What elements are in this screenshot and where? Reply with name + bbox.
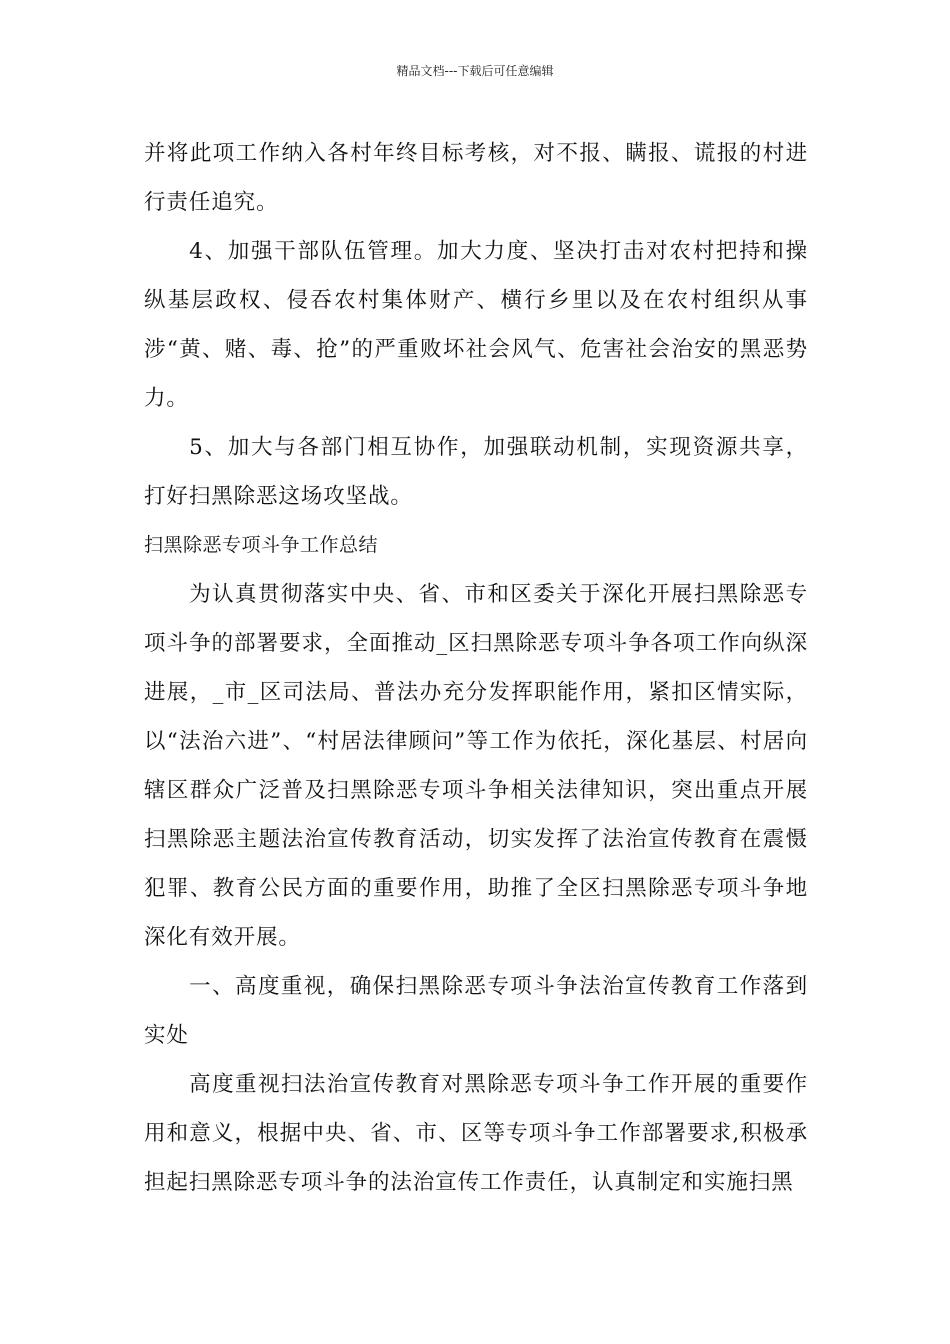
paragraph-intro: 为认真贯彻落实中央、省、市和区委关于深化开展扫黑除恶专项斗争的部署要求，全面推动_区扫黑除恶专项斗争各项工作向纵深进展，_市_区司法局、普法办充分发挥职能作用，紧扣区情实际，以“法治六进”、“村居法律顾问”等工作为依托，深化基层、村居向辖区群众广泛普及扫黑除恶专项斗争相关法律知识，突出重点开展扫黑除恶主题法治宣传教育活动，切实发挥了法治宣传教育在震慑犯罪、教育公民方面的重要作用，助推了全区扫黑除恶专项斗争地深化有效开展。: [144, 582, 808, 950]
section-title: 扫黑除恶专项斗争工作总结: [144, 534, 379, 556]
paragraph-item-4: 4、加强干部队伍管理。加大力度、坚决打击对农村把持和操纵基层政权、侵吞农村集体财产、横行乡里以及在农村组织从事涉“黄、赌、毒、抢”的严重败坏社会风气、危害社会治安的黑恶势力。: [144, 239, 808, 411]
document-body: [144, 129, 808, 1207]
page-header: 精品文档---下载后可任意编辑: [396, 64, 554, 78]
paragraph-item-5: 5、加大与各部门相互协作，加强联动机制，实现资源共享，打好扫黑除恶这场攻坚战。: [144, 435, 808, 509]
paragraph-body: 高度重视扫法治宣传教育对黑除恶专项斗争工作开展的重要作用和意义，根据中央、省、市、区等专项斗争工作部署要求,积极承担起扫黑除恶专项斗争的法治宣传工作责任，认真制定和实施扫黑: [144, 1072, 808, 1195]
subheading-one: 一、高度重视，确保扫黑除恶专项斗争法治宣传教育工作落到实处: [144, 974, 808, 1048]
paragraph-continuation: 并将此项工作纳入各村年终目标考核，对不报、瞒报、谎报的村进行责任追究。: [144, 141, 808, 215]
